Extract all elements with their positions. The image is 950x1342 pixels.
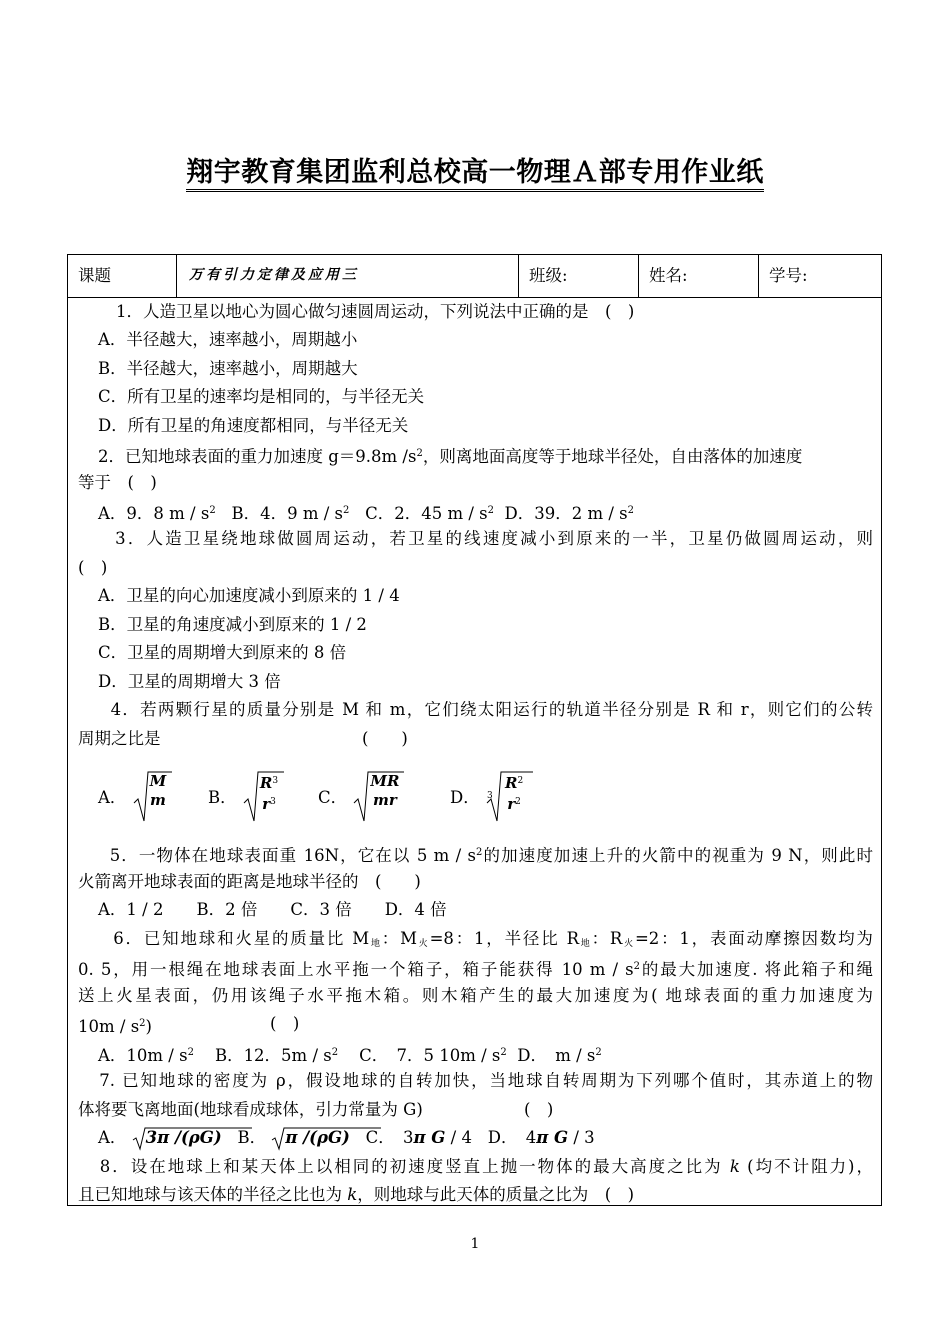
question-2: 2．已知地球表面的重力加速度 g＝9.8m $/s^2$，则离地面高度等于地球半径处，自由落体的加速度 xyxy=(98,447,803,466)
question-6-line4: $10m / s^2$) xyxy=(78,1017,152,1036)
q4-c-radical: MR mr xyxy=(352,769,404,823)
q4-option-b: B． $R^3$ $r^3$ xyxy=(208,769,284,823)
q3-option-a: A．卫星的向心加速度减小到原来的 1 / 4 xyxy=(98,586,400,605)
question-3-line2: ( ) xyxy=(78,558,108,577)
q1-option-d: D．所有卫星的角速度都相同，与半径无关 xyxy=(98,416,409,435)
subject-value: 万有引力定律及应用三 xyxy=(176,255,518,297)
question-7-answer-paren: ( ) xyxy=(524,1100,554,1119)
class-field[interactable]: 班级: xyxy=(518,255,638,297)
q5-options: A．1 / 2 B．2 倍 C．3 倍 D．4 倍 xyxy=(98,900,447,919)
question-4: 4．若两颗行星的质量分别是 M 和 m，它们绕太阳运行的轨道半径分别是 R 和 r，则它们的公转 xyxy=(110,700,873,719)
q4-option-c: C． MR mr xyxy=(318,769,404,823)
q4-d-radical: 3 $R^2$ $r^2$ xyxy=(485,769,533,823)
q4-option-d: D． 3 $R^2$ $r^2$ xyxy=(450,769,533,823)
question-5: 5．一物体在地球表面重 16N，它在以 5 m / $s^2$的加速度加速上升的火箭中的视重为 9 N，则此时 xyxy=(109,846,873,865)
q1-option-a: A．半径越大，速率越小，周期越小 xyxy=(98,330,358,349)
question-2-line2: 等于 ( ) xyxy=(78,473,157,492)
page-title: 翔宇教育集团监利总校高一物理Ａ部专用作业纸 xyxy=(0,150,950,189)
q3-option-c: C．卫星的周期增大到原来的 8 倍 xyxy=(98,643,347,662)
question-6-answer-paren: ( ) xyxy=(270,1014,300,1033)
question-7: 7. 已知地球的密度为 ρ，假设地球的自转加快，当地球自转周期为下列哪个值时，其赤道上的物 xyxy=(99,1071,873,1090)
q4-b-radical: $R^3$ $r^3$ xyxy=(242,769,284,823)
question-3: 3．人造卫星绕地球做圆周运动，若卫星的线速度减小到原来的一半，卫星仍做圆周运动，则 xyxy=(115,529,874,548)
q4-option-a: A． M m xyxy=(98,769,172,823)
page-number: 1 xyxy=(470,1236,480,1252)
worksheet-table xyxy=(67,254,882,1206)
question-4-line2: 周期之比是 xyxy=(78,729,161,748)
q1-option-b: B．半径越大，速率越小，周期越大 xyxy=(98,359,358,378)
question-6-line2: 0. 5，用一根绳在地球表面上水平拖一个箱子，箱子能获得 10 m / $s^2$的最大加速度. 将此箱子和绳 xyxy=(78,960,873,979)
name-field[interactable]: 姓名: xyxy=(638,255,758,297)
question-1: 1．人造卫星以地心为圆心做匀速圆周运动，下列说法中正确的是 ( ) xyxy=(116,302,635,321)
question-6-line3: 送上火星表面，仍用该绳子水平拖木箱。则木箱产生的最大加速度为( 地球表面的重力加速度为 xyxy=(78,986,873,1005)
q1-option-c: C．所有卫星的速率均是相同的，与半径无关 xyxy=(98,387,425,406)
q6-options: A．$10m / s^2$ B．12．$5m / s^2$ C． 7．5 $10m / s^2$ D． m / $s^2$ xyxy=(98,1046,602,1065)
header-row xyxy=(68,255,881,298)
q2-options: A．9．8 m / $s^2$ B．4．9 m / $s^2$ C．2．45 m / $s^2$ D．39．2 m / $s^2$ xyxy=(98,504,635,523)
q7-b-radical: π /(ρG) xyxy=(271,1128,350,1148)
q4-a-radical: M m xyxy=(132,769,172,823)
question-8-line2: 且已知地球与该天体的半径之比也为 k，则地球与此天体的质量之比为 ( ) xyxy=(78,1185,635,1204)
question-5-line2: 火箭离开地球表面的距离是地球半径的 ( ) xyxy=(78,872,421,891)
question-4-answer-paren: ( ) xyxy=(362,729,408,748)
q3-option-b: B．卫星的角速度减小到原来的 1 / 2 xyxy=(98,615,367,634)
question-6: 6．已知地球和火星的质量比 $M_地$：$M_火=8$：1，半径比 $R_地$：$R_火=2$：1，表面动摩擦因数均为 xyxy=(113,929,873,949)
question-7-line2: 体将要飞离地面(地球看成球体，引力常量为 G) xyxy=(78,1100,423,1119)
q7-options: A． 3π /(ρG) B． π /(ρG) C． 3π G / 4 D． 4π G / 3 xyxy=(98,1128,595,1147)
student-id-field[interactable]: 学号: xyxy=(758,255,883,297)
subject-label: 课题 xyxy=(78,266,111,285)
question-8: 8．设在地球上和某天体上以相同的初速度竖直上抛一物体的最大高度之比为 k (均不计阻力)， xyxy=(99,1157,873,1176)
q3-option-d: D．卫星的周期增大 3 倍 xyxy=(98,672,281,691)
q7-a-radical: 3π /(ρG) xyxy=(132,1128,222,1148)
